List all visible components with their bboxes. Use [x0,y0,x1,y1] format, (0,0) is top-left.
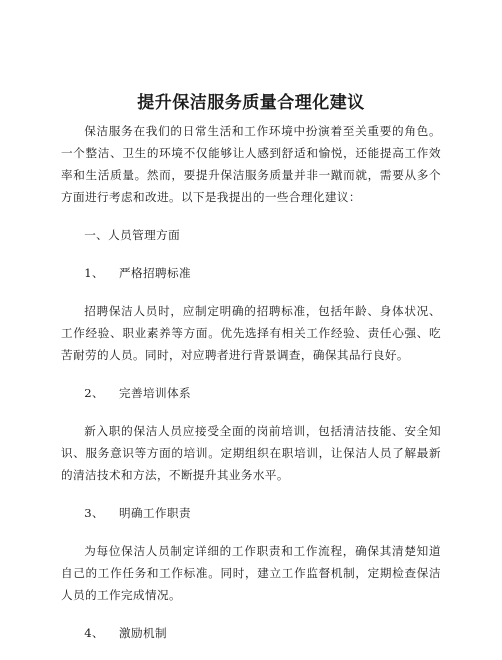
document-body [61,120,441,660]
item-title: 明确工作职责 [118,506,191,520]
item-paragraph-1: 招聘保洁人员时，应制定明确的招聘标准，包括年龄、身体状况、工作经验、职业素养等方面。优先选择有相关工作经验、责任心强、吃苦耐劳的人员。同时，对应聘者进行背景调查，确保其品行良好。 [61,304,441,362]
intro-paragraph: 保洁服务在我们的日常生活和工作环境中扮演着至关重要的角色。一个整洁、卫生的环境不仅能够让人感到舒适和愉悦，还能提高工作效率和生活质量。然而，要提升保洁服务质量并非一蹴而就，需要从多个方面进行考虑和改进。以下是我提出的一些合理化建议： [61,124,441,204]
item-number: 3、 [84,506,104,520]
item-number: 1、 [84,266,104,280]
item-title: 严格招聘标准 [118,266,191,280]
item-heading-3 [61,502,441,524]
item-number: 2、 [84,386,104,400]
item-heading-1 [61,262,441,284]
item-paragraph-3: 为每位保洁人员制定详细的工作职责和工作流程，确保其清楚知道自己的工作任务和工作标准。同时，建立工作监督机制，定期检查保洁人员的工作完成情况。 [61,544,441,602]
item-paragraph-2: 新入职的保洁人员应接受全面的岗前培训，包括清洁技能、安全知识、服务意识等方面的培训。定期组织在职培训，让保洁人员了解最新的清洁技术和方法，不断提升其业务水平。 [61,424,441,482]
item-heading-4 [61,622,441,644]
item-title: 完善培训体系 [118,386,191,400]
item-title: 激励机制 [118,626,167,640]
item-number: 4、 [84,626,104,640]
section-heading-personnel: 一、人员管理方面 [84,228,181,242]
document-title: 提升保洁服务质量合理化建议 [137,93,365,113]
item-heading-2 [61,382,441,404]
